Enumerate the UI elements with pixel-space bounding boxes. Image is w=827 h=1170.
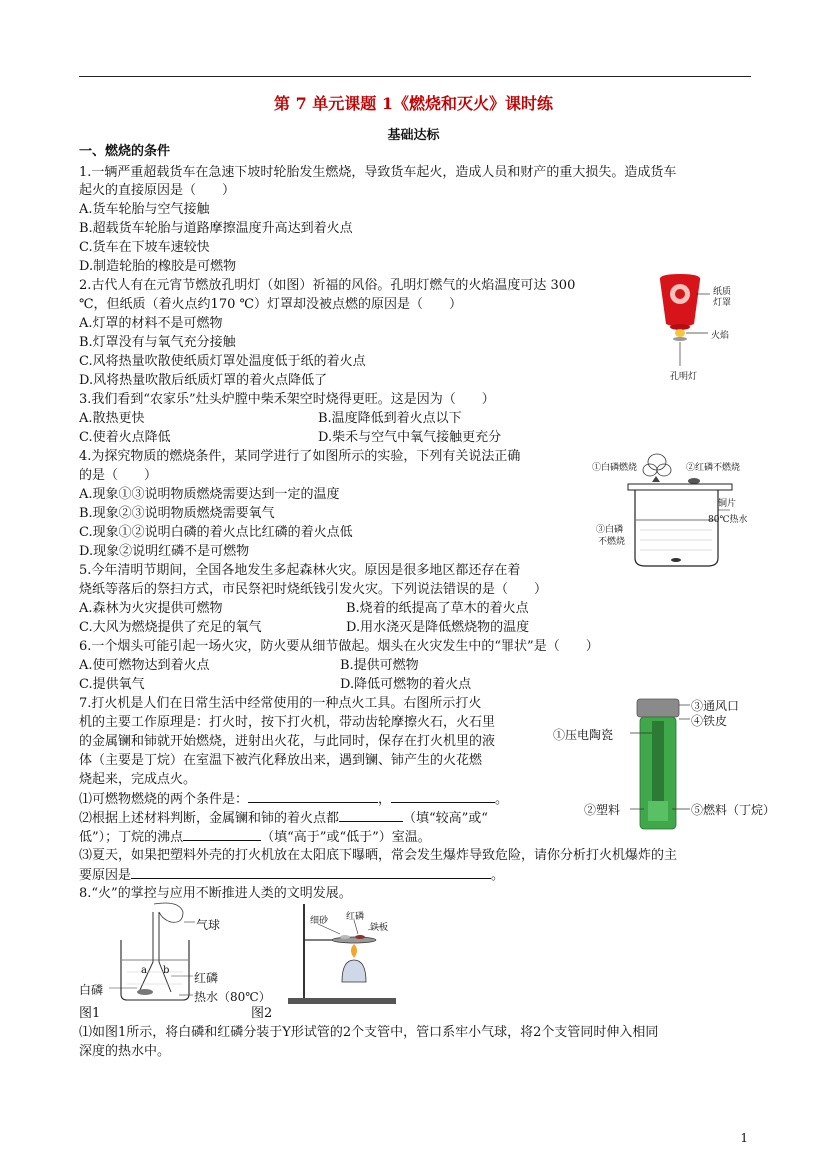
lighter-label-vent: ③通风口 — [691, 699, 740, 713]
q8-part1-line1: ⑴如图1所示，将白磷和红磷分装于Y形试管的2个支管中，管口系牢小气球，将2个支管同时伸入相同 — [79, 1025, 659, 1040]
lighter-label-plastic: ②塑料 — [584, 803, 621, 817]
fig1-caption: 图1 — [79, 1006, 101, 1021]
q3-option-a: A.散热更快 — [79, 411, 145, 426]
lighter-label-piezo: ①压电陶瓷 — [553, 728, 614, 742]
q2-option-d: D.风将热量吹散后纸质灯罩的着火点降低了 — [79, 373, 328, 388]
page-title: 第 7 单元课题 1《燃烧和灭火》课时练 — [274, 94, 553, 113]
fig2-caption: 图2 — [251, 1006, 273, 1021]
q1-stem-line2: 起火的直接原因是（ ） — [79, 183, 236, 198]
q1-option-d: D.制造轮胎的橡胶是可燃物 — [79, 259, 237, 274]
q7-part1 — [79, 790, 508, 809]
q2-stem-line1: 2.古代人有在元宵节燃放孔明灯（如图）祈福的风俗。孔明灯燃气的火焰温度可达 300 — [79, 278, 576, 293]
header-rule — [79, 76, 751, 77]
sky-lantern-figure — [650, 272, 750, 384]
lantern-label-flame: 火焰 — [711, 331, 730, 341]
q7-text-line3: 的金属镧和铈就开始燃烧，迸射出火花，与此同时，保存在打火机里的液 — [79, 734, 496, 749]
q7-part3-line2 — [79, 866, 504, 885]
q7-part2-prompt: ⑵根据上述材料判断，金属镧和铈的着火点都 — [79, 811, 340, 826]
lantern-label-lamp: 孔明灯 — [670, 372, 698, 382]
fig1-label-a: a — [141, 965, 147, 976]
q7-part1-blank2[interactable] — [391, 790, 495, 803]
beaker-label-white-p-water-a: ③白磷 — [596, 525, 624, 535]
q7-text-line5: 烧起来，完成点火。 — [79, 772, 197, 787]
q4-option-a: A.现象①③说明物质燃烧需要达到一定的温度 — [79, 487, 340, 502]
lighter-label-iron: ④铁皮 — [691, 714, 728, 728]
fig1-label-balloon: 气球 — [196, 918, 221, 932]
sky-lantern-illustration — [650, 272, 750, 384]
q6-option-c: C.提供氧气 — [79, 677, 145, 692]
section-heading: 一、燃烧的条件 — [79, 144, 171, 159]
q6-option-b: B.提供可燃物 — [340, 658, 419, 673]
q7-part3-end: 。 — [491, 868, 505, 883]
q7-part2-hint: （填“较高”或“ — [403, 811, 488, 826]
beaker-label-white-p-water-b: 不燃烧 — [598, 537, 626, 547]
q2-option-a: A.灯罩的材料不是可燃物 — [79, 316, 223, 331]
q7-part2-line1 — [79, 809, 488, 828]
y-tube-figure — [79, 902, 269, 1010]
beaker-label-red-p-noburn: ②红磷不燃烧 — [686, 463, 741, 473]
q8-stem: 8.“火”的掌控与应用不断推进人类的文明发展。 — [79, 886, 352, 901]
q5-option-b: B.烧着的纸提高了草木的着火点 — [346, 601, 529, 616]
q7-part2-blank1[interactable] — [339, 809, 403, 822]
q7-part3-blank[interactable] — [131, 866, 491, 879]
beaker-label-hot-water: 80℃热水 — [708, 515, 748, 525]
q7-part1-prompt: ⑴可燃物燃烧的两个条件是： — [79, 792, 249, 807]
q6-option-a: A.使可燃物达到着火点 — [79, 658, 210, 673]
q7-text-line4: 体（主要是丁烷）在室温下被汽化释放出来，遇到镧、铈产生的火花燃 — [79, 753, 483, 768]
q7-part2-line2 — [79, 828, 431, 847]
fig1-label-b: b — [163, 965, 170, 976]
lighter-figure — [548, 697, 788, 832]
q7-part3-line1: ⑶夏天，如果把塑料外壳的打火机放在太阳底下曝晒，常会发生爆炸导致危险，请你分析打火机爆炸的主 — [79, 848, 678, 863]
lantern-label-paper: 纸质 — [713, 287, 732, 297]
iron-plate-figure — [282, 900, 412, 1006]
q1-stem-line1: 1.一辆严重超载货车在急速下坡时轮胎发生燃烧，导致货车起火，造成人员和财产的重大损失。造成货车 — [79, 165, 677, 180]
lantern-label-shade: 灯罩 — [713, 298, 732, 308]
page-number: 1 — [740, 1131, 748, 1145]
q7-part1-blank1[interactable] — [248, 790, 378, 803]
q5-option-c: C.大风为燃烧提供了充足的氧气 — [79, 620, 262, 635]
q7-part1-separator: ， — [378, 792, 392, 807]
q7-part2-line2-hint: （填“高于”或“低于”）室温。 — [261, 830, 431, 845]
q4-option-c: C.现象①②说明白磷的着火点比红磷的着火点低 — [79, 525, 353, 540]
q1-option-a: A.货车轮胎与空气接触 — [79, 202, 210, 217]
fig1-label-hot-water: 热水（80℃） — [194, 990, 271, 1004]
q6-stem: 6.一个烟头可能引起一场火灾，防火要从细节做起。烟头在火灾发生中的“罪状”是（ ） — [79, 639, 599, 654]
q3-stem: 3.我们看到“农家乐”灶头炉膛中柴禾架空时烧得更旺。这是因为（ ） — [79, 392, 495, 407]
q3-option-c: C.使着火点降低 — [79, 430, 171, 445]
beaker-experiment-figure — [590, 450, 755, 575]
q2-stem-line2: ℃，但纸质（着火点约170 ℃）灯罩却没被点燃的原因是（ ） — [79, 297, 463, 312]
q7-text-line2: 机的主要工作原理是：打火时，按下打火机，带动齿轮摩擦火石，火石里 — [79, 715, 496, 730]
q5-option-a: A.森林为火灾提供可燃物 — [79, 601, 223, 616]
q7-part1-end: 。 — [495, 792, 509, 807]
q5-stem-line1: 5.今年清明节期间，全国各地发生多起森林火灾。原因是很多地区都还存在着 — [79, 563, 521, 578]
q7-text-line1: 7.打火机是人们在日常生活中经常使用的一种点火工具。右图所示打火 — [79, 696, 482, 711]
q5-option-d: D.用水浇灭是降低燃烧物的温度 — [346, 620, 530, 635]
q4-option-d: D.现象②说明红磷不是可燃物 — [79, 544, 250, 559]
q5-stem-line2: 烧纸等落后的祭扫方式，市民祭祀时烧纸钱引发火灾。下列说法错误的是（ ） — [79, 582, 548, 597]
q4-option-b: B.现象②③说明物质燃烧需要氧气 — [79, 506, 275, 521]
q7-part3-prompt: 要原因是 — [79, 868, 132, 883]
lighter-label-fuel: ⑤燃料（丁烷） — [691, 803, 776, 817]
q7-part2-blank2[interactable] — [183, 828, 261, 841]
q2-option-b: B.灯罩没有与氧气充分接触 — [79, 335, 236, 350]
q3-option-d: D.柴禾与空气中氧气接触更充分 — [318, 430, 502, 445]
beaker-label-copper: 铜片 — [718, 499, 737, 509]
q1-option-c: C.货车在下坡车速较快 — [79, 240, 210, 255]
q1-option-b: B.超载货车轮胎与道路摩擦温度升高达到着火点 — [79, 221, 353, 236]
q4-stem-line2: 的是（ ） — [79, 468, 158, 483]
fig1-label-red-p: 红磷 — [194, 971, 219, 985]
fig2-label-red-p: 红磷 — [346, 912, 365, 922]
fig2-label-sand: 细砂 — [310, 916, 329, 926]
q4-stem-line1: 4.为探究物质的燃烧条件，某同学进行了如图所示的实验，下列有关说法正确 — [79, 449, 521, 464]
q2-option-c: C.风将热量吹散使纸质灯罩处温度低于纸的着火点 — [79, 354, 366, 369]
q7-part2-line2-prompt: 低”）；丁烷的沸点 — [79, 830, 184, 845]
q3-option-b: B.温度降低到着火点以下 — [318, 411, 462, 426]
fig1-label-white-p: 白磷 — [79, 983, 104, 997]
q6-option-d: D.降低可燃物的着火点 — [340, 677, 472, 692]
page-subtitle: 基础达标 — [387, 128, 440, 143]
q8-part1-line2: 深度的热水中。 — [79, 1044, 171, 1059]
beaker-label-white-p-burn: ①白磷燃烧 — [592, 463, 638, 473]
fig2-label-plate: 铁板 — [370, 923, 389, 933]
